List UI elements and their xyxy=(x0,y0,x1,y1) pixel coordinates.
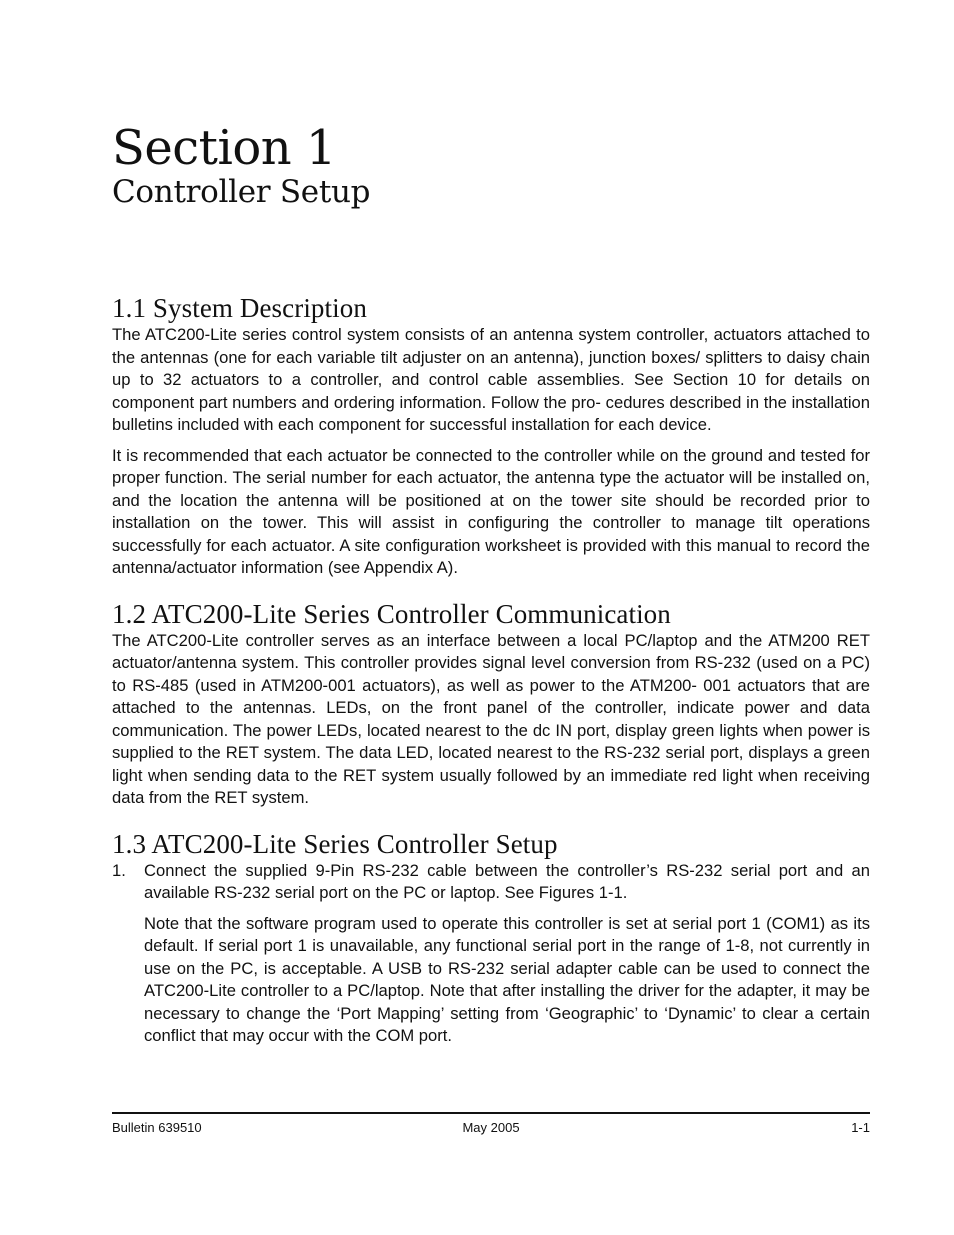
list-note: Note that the software program used to operate this controller is set at serial port 1 (COM1) as its default. If serial port 1 is unavailable, any functional serial port in the range of 1-8, not currently in use on the PC, is acceptable. A USB to RS-232 serial adapter cable can be used to connect the ATC200-Lite controller to a PC/laptop. Note that after installing the driver for the adapter, it may be necessary to change the ‘Port Mapping’ setting from ‘Geographic’ to ‘Dynamic’ to clear a certain conflict that may occur with the COM port. xyxy=(144,913,870,1045)
footer-page-number: 1-1 xyxy=(851,1120,870,1135)
section-subtitle: Controller Setup xyxy=(112,174,371,210)
heading-controller-communication: 1.2 ATC200-Lite Series Controller Communication xyxy=(112,598,671,629)
paragraph: It is recommended that each actuator be connected to the controller while on the ground and tested for proper function. The serial number for each actuator, the antenna type the actuator will be installed on, and the location the antenna will be positioned at on the tower site should be recorded prior to installation on the tower. This will assist in configuring the controller to manage tilt operations successfully for each actuator. A site configuration worksheet is provided with this manual to record the antenna/actuator information (see Appendix A). xyxy=(112,445,870,577)
list-text: Connect the supplied 9-Pin RS-232 cable between the controller’s RS-232 serial port and an available RS-232 serial port on the PC or laptop. See Figures 1-1. xyxy=(144,860,870,902)
heading-controller-setup: 1.3 ATC200-Lite Series Controller Setup xyxy=(112,828,558,859)
footer-divider xyxy=(112,1112,870,1114)
list-item xyxy=(112,860,870,905)
footer-bulletin: Bulletin 639510 xyxy=(112,1120,202,1135)
footer-date: May 2005 xyxy=(462,1120,520,1135)
paragraph: The ATC200-Lite controller serves as an interface between a local PC/laptop and the ATM200 RET actuator/antenna system. This controller provides signal level conversion from RS-232 (used on a PC) to RS-485 (used in ATM200-001 actuators), as well as power to the ATM200- 001 actuators that are attached to the antennas. LEDs, on the front panel of the controller, indicate power and data communication. The power LEDs, located nearest to the dc IN port, display green lights when power is supplied to the RET system. The data LED, located nearest to the RS-232 serial port, displays a green light when sending data to the RET system usually followed by an immediate red light when receiving data from the RET system. xyxy=(112,630,870,807)
section-title: Section 1 xyxy=(112,120,336,176)
paragraph: The ATC200-Lite series control system consists of an antenna system controller, actuators attached to the antennas (one for each variable tilt adjuster on an antenna), junction boxes/ splitters to daisy chain up to 32 actuators to a controller, and control cable assemblies. See Section 10 for details on component part numbers and ordering information. Follow the pro- cedures described in the installation bulletins included with each component for successful installation for each device. xyxy=(112,325,870,434)
heading-system-description: 1.1 System Description xyxy=(112,293,367,323)
list-number: 1. xyxy=(112,860,126,880)
body-content xyxy=(112,290,870,1048)
